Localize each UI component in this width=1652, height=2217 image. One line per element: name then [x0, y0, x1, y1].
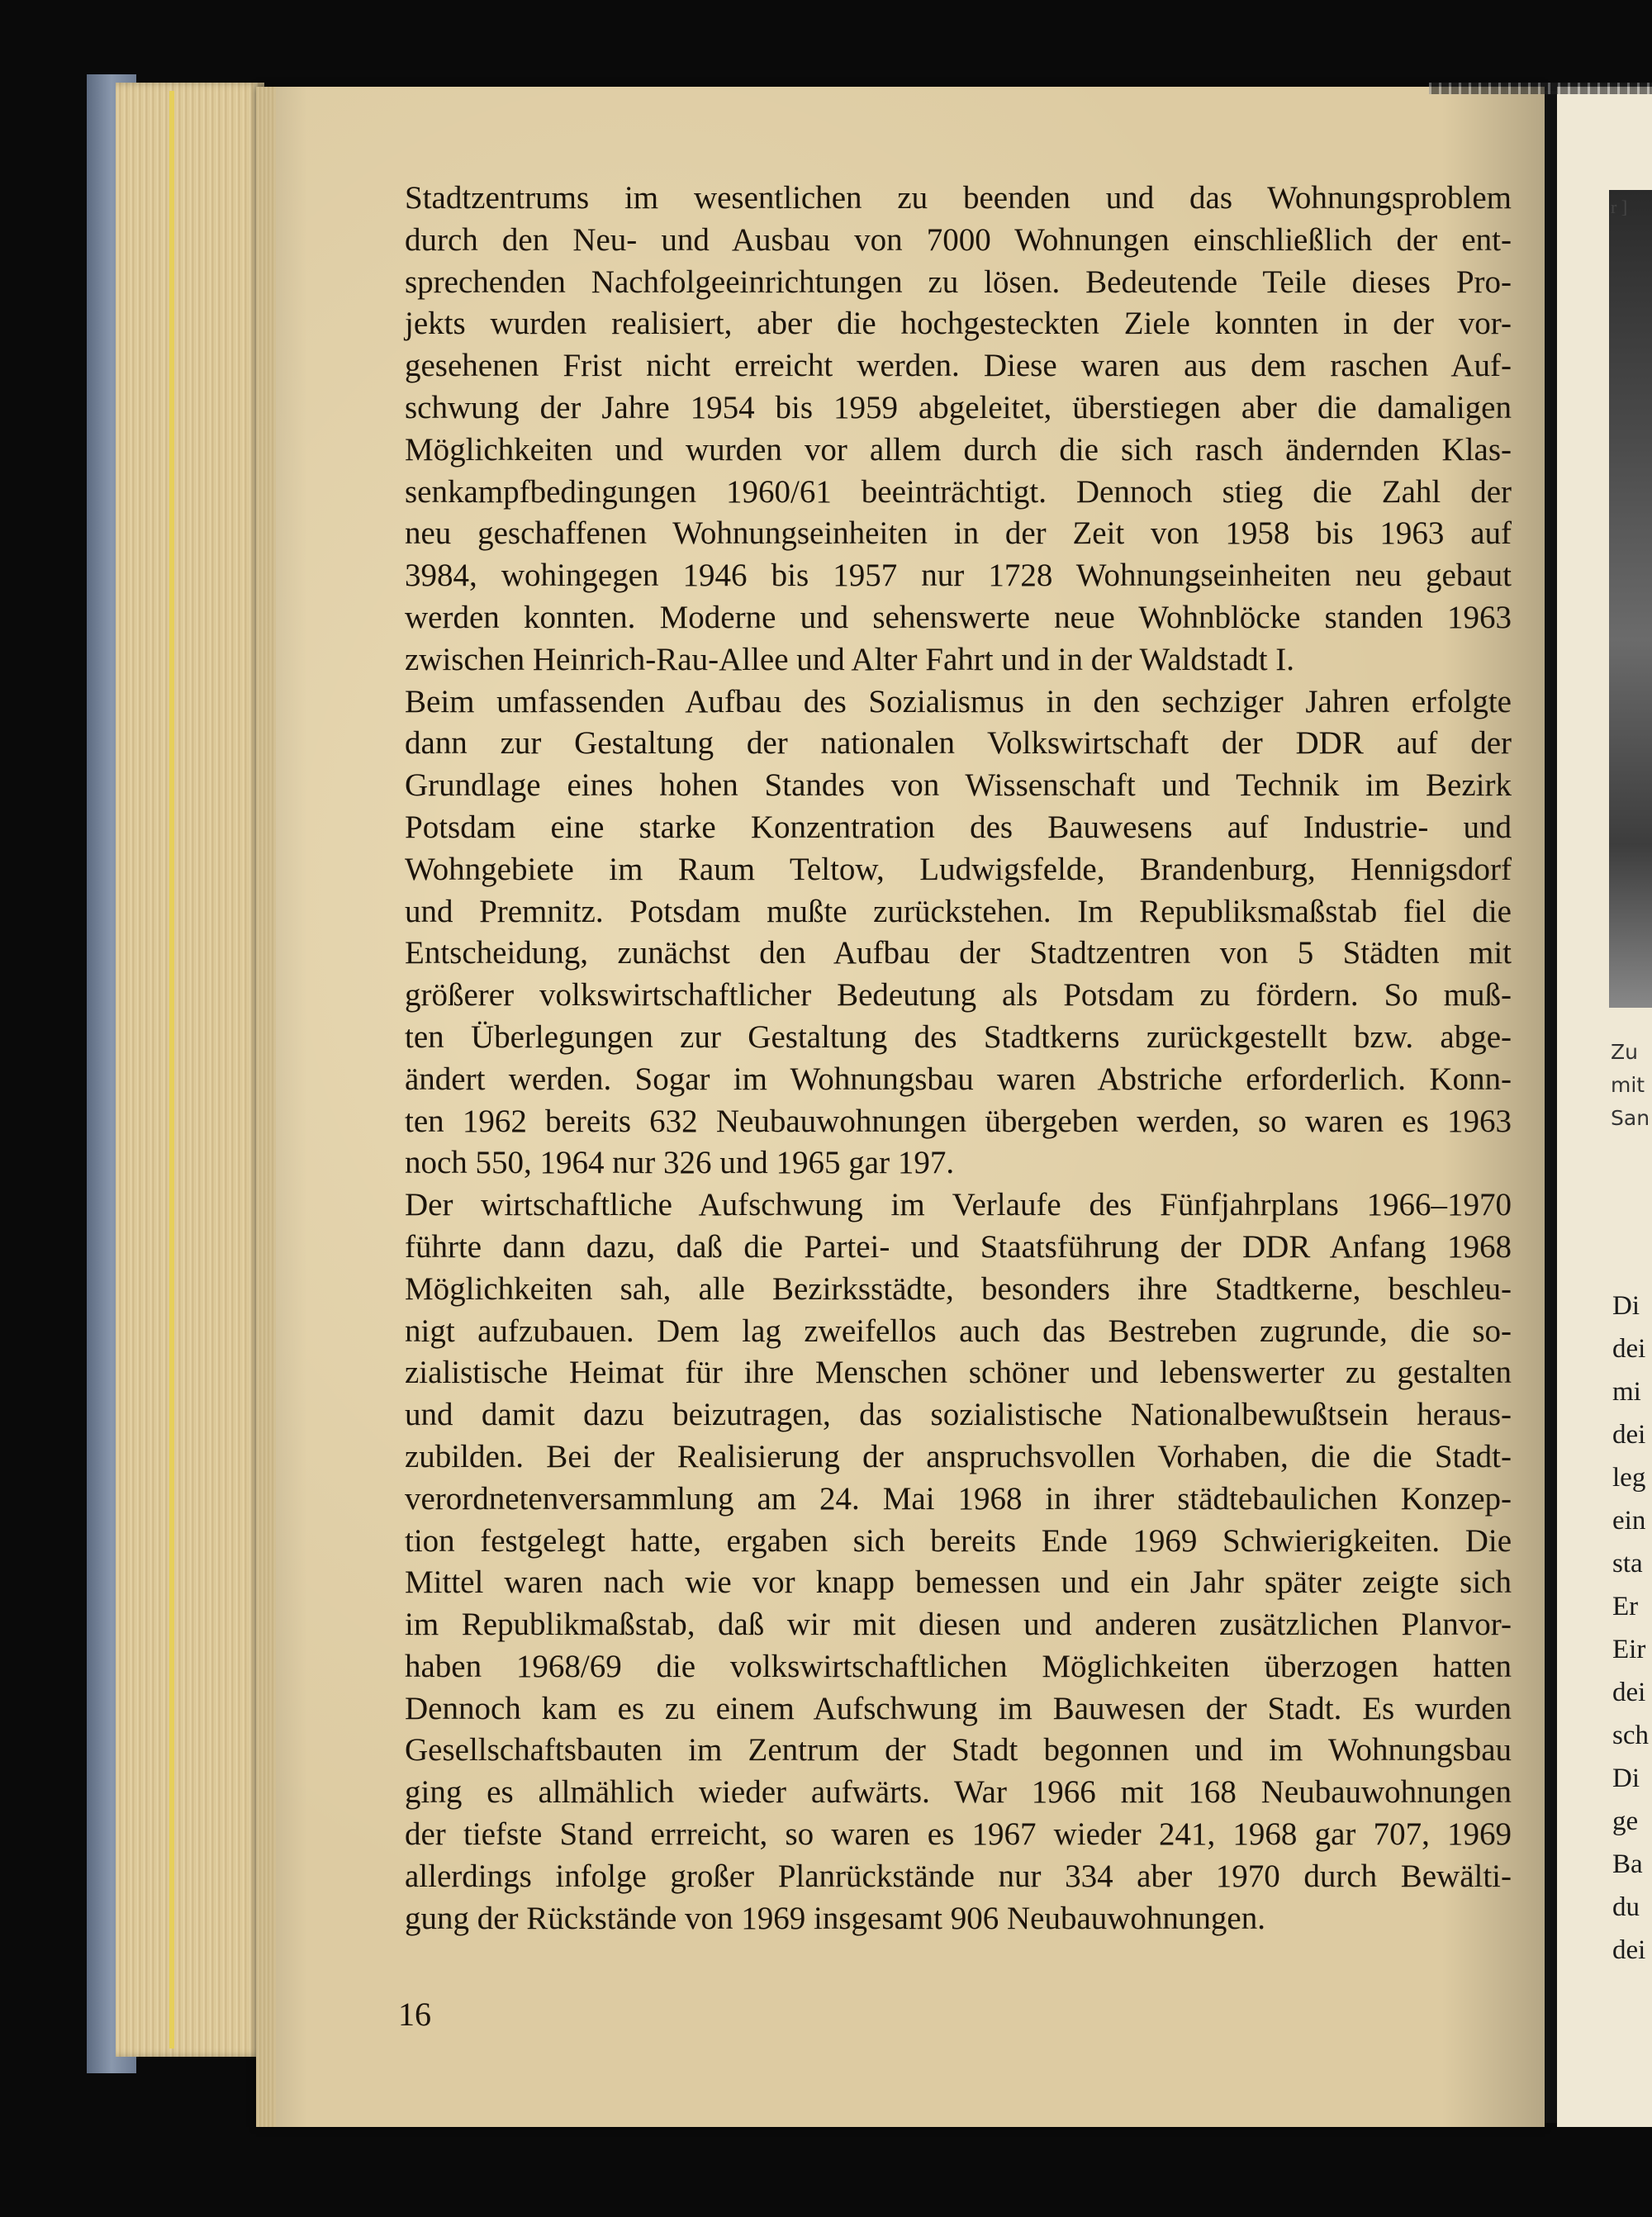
page-number: 16 — [398, 1996, 431, 2033]
text-line: gesehenen Frist nicht erreicht werden. Diese waren aus dem raschen Auf- — [405, 348, 1512, 384]
right-page-text-fragment: dei — [1612, 1420, 1646, 1450]
text-line: im Republikmaßstab, daß wir mit diesen und anderen zusätzlichen Planvor- — [405, 1607, 1512, 1643]
right-page-text-fragment: du — [1612, 1892, 1640, 1922]
right-page-text-fragment: dei — [1612, 1678, 1646, 1707]
page-stack-highlight — [169, 91, 174, 2048]
text-line: und damit dazu beizutragen, das sozialistische Nationalbewußtsein heraus- — [405, 1397, 1512, 1433]
text-line: werden konnten. Moderne und sehenswerte neue Wohnblöcke standen 1963 — [405, 599, 1512, 635]
scan-ruler — [1429, 83, 1652, 94]
text-line: Mittel waren nach wie vor knapp bemessen und ein Jahr später zeigte sich — [405, 1564, 1512, 1601]
text-line: noch 550, 1964 nur 326 und 1965 gar 197. — [405, 1145, 955, 1181]
text-line: allerdings infolge großer Planrückstände nur 334 aber 1970 durch Bewälti- — [405, 1858, 1512, 1894]
text-line: senkampfbedingungen 1960/61 beeinträchtigt. Dennoch stieg die Zahl der — [405, 473, 1512, 510]
text-line: Gesellschaftsbauten im Zentrum der Stadt begonnen und im Wohnungsbau — [405, 1732, 1512, 1768]
text-line: Möglichkeiten und wurden vor allem durch die sich rasch ändernden Klas- — [405, 431, 1512, 468]
caption-fragment-2: mit — [1611, 1073, 1645, 1097]
text-line: ging es allmählich wieder aufwärts. War 1966 mit 168 Neubauwohnungen — [405, 1774, 1512, 1811]
page-stack-edges — [116, 83, 264, 2057]
right-page-photo-fragment — [1609, 190, 1652, 1008]
body-text — [405, 178, 1512, 1939]
text-line: haben 1968/69 die volkswirtschaftlichen Möglichkeiten überzogen hatten — [405, 1648, 1512, 1684]
right-page-text-fragment: Er — [1612, 1592, 1639, 1621]
right-page-text-fragment: sch — [1612, 1721, 1649, 1750]
right-page-text-fragment: leg — [1612, 1463, 1646, 1493]
right-page-text-fragment: dei — [1612, 1935, 1646, 1965]
text-line: ten Überlegungen zur Gestaltung des Stadtkerns zurückgestellt bzw. abge- — [405, 1018, 1512, 1055]
text-line: Möglichkeiten sah, alle Bezirksstädte, besonders ihre Stadtkerne, beschleu- — [405, 1270, 1512, 1307]
right-page-text-fragment: sta — [1612, 1549, 1643, 1578]
text-line: verordnetenversammlung am 24. Mai 1968 in ihrer städtebaulichen Konzep- — [405, 1480, 1512, 1517]
text-line: sprechenden Nachfolgeeinrichtungen zu lösen. Bedeutende Teile dieses Pro- — [405, 263, 1512, 300]
text-line: ändert werden. Sogar im Wohnungsbau waren Abstriche erforderlich. Konn- — [405, 1061, 1512, 1097]
right-page-text-fragment: ge — [1612, 1806, 1639, 1836]
caption-fragment-3: San — [1611, 1106, 1650, 1130]
text-line: zialistische Heimat für ihre Menschen schöner und lebenswerter zu gestalten — [405, 1355, 1512, 1391]
text-line: gung der Rückstände von 1969 insgesamt 906 Neubauwohnungen. — [405, 1900, 1265, 1936]
text-line: neu geschaffenen Wohnungseinheiten in der Zeit von 1958 bis 1963 auf — [405, 515, 1512, 552]
text-line: Wohngebiete im Raum Teltow, Ludwigsfelde, Brandenburg, Hennigsdorf — [405, 851, 1512, 887]
right-page-text-fragment: dei — [1612, 1334, 1646, 1364]
text-line: ten 1962 bereits 632 Neubauwohnungen übergeben werden, so waren es 1963 — [405, 1103, 1512, 1139]
right-page-corner-mark: r ] — [1611, 197, 1628, 217]
text-line: größerer volkswirtschaftlicher Bedeutung als Potsdam zu fördern. So muß- — [405, 977, 1512, 1014]
text-line: führte dann dazu, daß die Partei- und Staatsführung der DDR Anfang 1968 — [405, 1228, 1512, 1265]
text-line: Dennoch kam es zu einem Aufschwung im Bauwesen der Stadt. Es wurden — [405, 1690, 1512, 1726]
right-page-text-fragments — [1612, 1284, 1652, 1972]
text-line: 3984, wohingegen 1946 bis 1957 nur 1728 Wohnungseinheiten neu gebaut — [405, 558, 1512, 594]
text-line: zwischen Heinrich-Rau-Allee und Alter Fahrt und in der Waldstadt I. — [405, 641, 1295, 677]
text-line: tion festgelegt hatte, ergaben sich bereits Ende 1969 Schwierigkeiten. Die — [405, 1522, 1512, 1559]
text-line: Der wirtschaftliche Aufschwung im Verlaufe des Fünfjahrplans 1966–1970 — [405, 1187, 1512, 1223]
text-line: der tiefste Stand errreicht, so waren es 1967 wieder 241, 1968 gar 707, 1969 — [405, 1816, 1512, 1853]
text-line: Entscheidung, zunächst den Aufbau der Stadtzentren von 5 Städten mit — [405, 935, 1512, 971]
text-line: durch den Neu- und Ausbau von 7000 Wohnungen einschließlich der ent- — [405, 221, 1512, 258]
text-line: Grundlage eines hohen Standes von Wissenschaft und Technik im Bezirk — [405, 767, 1512, 804]
text-line: Stadtzentrums im wesentlichen zu beenden und das Wohnungsproblem — [405, 180, 1512, 216]
right-page-text-fragment: mi — [1612, 1377, 1641, 1407]
text-line: Potsdam eine starke Konzentration des Bauwesens auf Industrie- und — [405, 809, 1512, 845]
text-line: jekts wurden realisiert, aber die hochgesteckten Ziele konnten in der vor- — [405, 306, 1512, 342]
text-line: nigt aufzubauen. Dem lag zweifellos auch das Bestreben zugrunde, die so- — [405, 1313, 1512, 1349]
text-line: Beim umfassenden Aufbau des Sozialismus in den sechziger Jahren erfolgte — [405, 683, 1512, 719]
caption-fragment-1: Zu — [1611, 1040, 1638, 1064]
right-page-text-fragment: Di — [1612, 1291, 1640, 1321]
text-line: zubilden. Bei der Realisierung der anspruchsvollen Vorhaben, die die Stadt- — [405, 1438, 1512, 1474]
right-page-text-fragment: ein — [1612, 1506, 1646, 1536]
text-line: schwung der Jahre 1954 bis 1959 abgeleitet, überstiegen aber die damaligen — [405, 389, 1512, 425]
right-page-text-fragment: Ba — [1612, 1849, 1643, 1879]
right-page-text-fragment: Di — [1612, 1764, 1640, 1793]
text-line: und Premnitz. Potsdam mußte zurückstehen. Im Republiksmaßstab fiel die — [405, 893, 1512, 929]
page-gutter — [256, 87, 276, 2127]
text-line: dann zur Gestaltung der nationalen Volkswirtschaft der DDR auf der — [405, 725, 1512, 762]
right-page-text-fragment: Eir — [1612, 1635, 1646, 1664]
